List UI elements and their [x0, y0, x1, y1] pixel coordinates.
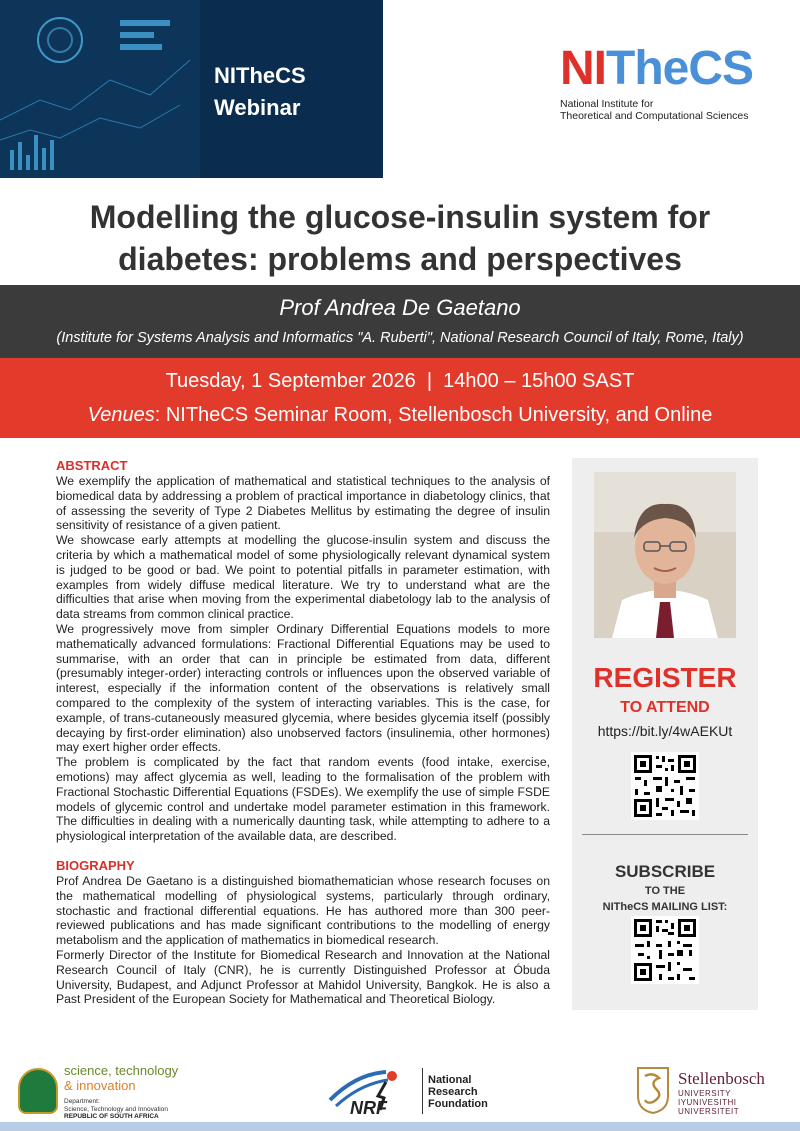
nrf-emblem-icon	[326, 1066, 416, 1116]
sidebar-divider	[582, 834, 748, 835]
event-date-time: Tuesday, 1 September 2026 | 14h00 – 15h00 SAST	[165, 370, 635, 392]
register-heading: REGISTER	[593, 662, 737, 693]
banner-line-1: NITheCS	[214, 63, 306, 88]
webinar-banner	[0, 0, 383, 178]
to-the-label: TO THE	[644, 885, 686, 897]
biography-paragraph-2: Formerly Director of the Institute for Biomedical Research and Innovation at the National Research Council of Italy (CNR), he is currently Distinguished Professor at Óbuda University, Budapest, and Adjunct Professor at Mahidol University, Bangkok. He is also a Past President of the European Society for Mathematical and Theoretical Biology.	[56, 947, 550, 1007]
venue-label: Venues	[87, 404, 155, 426]
register-qr-code[interactable]	[631, 752, 699, 820]
nrf-line-1: National	[428, 1074, 472, 1086]
logo-sub-line-1: National Institute for	[560, 98, 654, 110]
stellenbosch-logo	[636, 1064, 786, 1120]
abstract-paragraph-1: We exemplify the application of mathematical and statistical techniques to the analysis of biomedical data by addressing a problem of practical importance in diabetology clinics, that of assessing the severity of Type 2 Diabetes Mellitus by estimating the degree of insulin sensitivity of resistance of a given patient.	[56, 474, 550, 533]
sun-sub-2: IYUNIVESITHI	[678, 1098, 737, 1107]
logo-sub-line-2: Theoretical and Computational Sciences	[560, 110, 749, 122]
title-line-1: Modelling the glucose-insulin system for	[89, 199, 711, 235]
stellenbosch-subtitle	[678, 1089, 739, 1116]
biography-heading: BIOGRAPHY	[56, 857, 135, 873]
speaker-bar	[0, 285, 800, 358]
stellenbosch-crest-icon	[636, 1066, 670, 1114]
dsti-rsa: REPUBLIC OF SOUTH AFRICA	[64, 1113, 159, 1120]
abstract-paragraph-3: We progressively move from simpler Ordinary Differential Equations models to more mathematically advanced formulations: Fractional Differential Equations may be used to summarise, with an order that can in principle be estimated from data, different (presumably integer-order) interacting controls or influences upon the observed variable of interest, especially if the information content of the observations is relatively small compared to the complexity of the system of interacting variables. This is the case, for example, of trans-cutaneously measured glycemia, where besides glycemia itself (possibly decaying by first-order elimination) also unobserved factors (insulinemia, other hormones) may exert higher order effects.	[56, 621, 550, 755]
abstract-heading: ABSTRACT	[56, 458, 128, 473]
biography-paragraph-1: Prof Andrea De Gaetano is a distinguished biomathematician whose research focuses on the mathematical modelling of physiological systems, particularly through ordinary, stochastic and fractional differential equations. He has authored more than 300 peer-reviewed publications and has made significant contributions to the modelling of energy metabolism and the application of mathematics in biomedical research.	[56, 873, 550, 948]
event-details-bar	[0, 358, 800, 438]
sun-sub-1: UNIVERSITY	[678, 1089, 732, 1098]
speaker-affiliation: (Institute for Systems Analysis and Informatics "A. Ruberti", National Research Council of Italy, Rome, Italy)	[56, 330, 744, 346]
bottom-strip	[0, 1122, 800, 1131]
coat-of-arms-icon	[18, 1068, 58, 1114]
speaker-photo	[594, 472, 736, 638]
nrf-logo	[326, 1064, 496, 1120]
talk-title	[0, 196, 800, 280]
to-attend-label: TO ATTEND	[620, 699, 710, 716]
venue-text: : NITheCS Seminar Room, Stellenbosch University, and Online	[154, 404, 713, 426]
speaker-name: Prof Andrea De Gaetano	[279, 295, 521, 320]
banner-line-2: Webinar	[214, 95, 301, 120]
nrf-line-3: Foundation	[428, 1098, 488, 1110]
registration-link[interactable]: https://bit.ly/4wAEKUt	[597, 723, 733, 739]
title-line-2: diabetes: problems and perspectives	[118, 241, 682, 277]
nrf-divider	[422, 1068, 423, 1114]
footer-logos	[0, 1056, 800, 1120]
logo-ni: NI	[560, 42, 606, 95]
stellenbosch-name: Stellenbosch	[678, 1069, 765, 1088]
nrf-name	[428, 1074, 488, 1110]
main-content	[56, 458, 550, 1007]
subscribe-qr-code[interactable]	[631, 916, 699, 984]
logo-subtitle	[560, 98, 753, 122]
sun-sub-3: UNIVERSITEIT	[678, 1107, 740, 1116]
dsti-logo	[18, 1064, 218, 1120]
nrf-line-2: Research	[428, 1086, 478, 1098]
speaker-portrait-icon	[594, 472, 736, 638]
event-venue	[0, 402, 800, 428]
nithecs-logo	[560, 44, 753, 122]
svg-text:NRF: NRF	[350, 1098, 387, 1116]
qr-code-icon	[631, 916, 699, 984]
dsti-small-2: Science, Technology and Innovation	[64, 1105, 168, 1113]
abstract-paragraph-2: We showcase early attempts at modelling the glucose-insulin system and discuss the criteria by which a mathematical model of some physiologically relevant dynamical system is judged to be good or bad. We point to potential pitfalls in parameter estimation, with examples from widely diffuse medical literature. We try to understand what are the difficulties that arise when moving from the experimental diabetology lab to the analysis of data streams from common clinical practice.	[56, 533, 550, 622]
dsti-small-1: Department:	[64, 1098, 100, 1105]
banner-title	[214, 60, 306, 124]
section-gap	[56, 844, 550, 858]
qr-code-icon	[631, 752, 699, 820]
logo-thecs: TheCS	[606, 42, 754, 95]
abstract-paragraph-4: The problem is complicated by the fact that random events (food intake, exercise, emotions) may affect glycemia as well, leading to the formalisation of the problem with Fractional Stochastic Differential Equations (FSDEs). We exemplify the use of simple FSDE models of glycemic control and undertake model parameter estimation in this framework. The difficulties in dealing with a numerically daunting task, while attempting to adhere to a physiological interpretation of the available data, are described.	[56, 755, 550, 844]
sidebar	[572, 458, 758, 1010]
dsti-title-1: science, technology	[64, 1063, 179, 1078]
mailing-list-label: NITheCS MAILING LIST:	[602, 901, 728, 913]
dsti-title-2: & innovation	[64, 1078, 136, 1093]
subscribe-heading: SUBSCRIBE	[614, 862, 716, 881]
dsti-department	[64, 1098, 168, 1113]
data-visual-background	[0, 0, 383, 178]
logo-wordmark	[560, 44, 753, 94]
